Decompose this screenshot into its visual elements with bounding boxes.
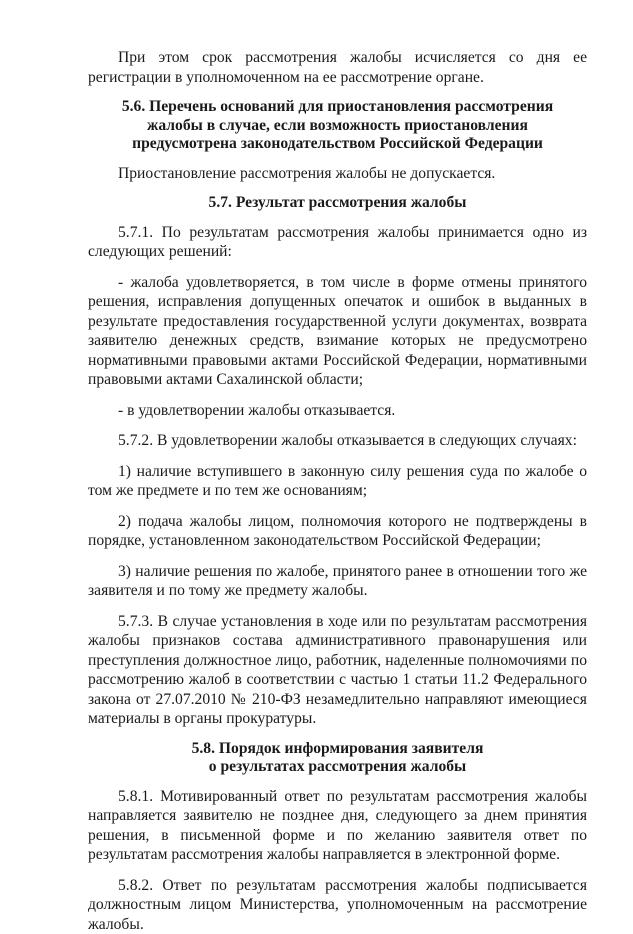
paragraph-5-7-2-case-2: 2) подача жалобы лицом, полномочия которого не подтверждены в порядке, установленном законодательством Российской Федерации; (88, 512, 587, 551)
paragraph-5-6: Приостановление рассмотрения жалобы не допускается. (88, 164, 587, 184)
paragraph-5-7-1-decision-a: - жалоба удовлетворяется, в том числе в форме отмены принятого решения, исправления допущенных опечаток и ошибок в выданных в результате предоставления государственной услуги документах, возврата заявителю денежных средств, взимание которых не предусмотрено нормативными правовыми актами Российской Федерации, нормативными правовыми актами Сахалинской области; (88, 273, 587, 390)
heading-5-6-line-2: жалобы в случае, если возможность приостановления (88, 117, 587, 136)
heading-5-8 (88, 740, 587, 777)
heading-5-6-line-1: 5.6. Перечень оснований для приостановления рассмотрения (88, 98, 587, 117)
paragraph-5-7-1: 5.7.1. По результатам рассмотрения жалобы принимается одно из следующих решений: (88, 223, 587, 262)
heading-5-6 (88, 98, 587, 154)
heading-5-7 (88, 194, 587, 213)
heading-5-6-line-3: предусмотрена законодательством Российской Федерации (88, 135, 587, 154)
heading-5-7-line-1: 5.7. Результат рассмотрения жалобы (88, 194, 587, 213)
paragraph-5-7-2-case-3: 3) наличие решения по жалобе, принятого ранее в отношении того же заявителя и по тому же предмету жалобы. (88, 562, 587, 601)
paragraph-5-7-2-case-1: 1) наличие вступившего в законную силу решения суда по жалобе о том же предмете и по тем же основаниям; (88, 462, 587, 501)
paragraph-5-7-1-decision-b: - в удовлетворении жалобы отказывается. (88, 401, 587, 421)
paragraph-intro: При этом срок рассмотрения жалобы исчисляется со дня ее регистрации в уполномоченном на ее рассмотрение органе. (88, 48, 587, 87)
paragraph-5-7-3: 5.7.3. В случае установления в ходе или по результатам рассмотрения жалобы признаков состава административного правонарушения или преступления должностное лицо, работник, наделенные полномочиями по рассмотрению жалоб в соответствии с частью 1 статьи 11.2 Федерального закона от 27.07.2010 № 210-ФЗ незамедлительно направляют имеющиеся материалы в органы прокуратуры. (88, 612, 587, 729)
paragraph-5-7-2: 5.7.2. В удовлетворении жалобы отказывается в следующих случаях: (88, 431, 587, 451)
paragraph-5-8-2: 5.8.2. Ответ по результатам рассмотрения жалобы подписывается должностным лицом Министерства, уполномоченным на рассмотрение жалобы. (88, 876, 587, 934)
heading-5-8-line-2: о результатах рассмотрения жалобы (88, 758, 587, 777)
heading-5-8-line-1: 5.8. Порядок информирования заявителя (88, 740, 587, 759)
paragraph-5-8-1: 5.8.1. Мотивированный ответ по результатам рассмотрения жалобы направляется заявителю не позднее дня, следующего за днем принятия решения, в письменной форме и по желанию заявителя ответ по результатам рассмотрения жалобы направляется в электронной форме. (88, 787, 587, 865)
